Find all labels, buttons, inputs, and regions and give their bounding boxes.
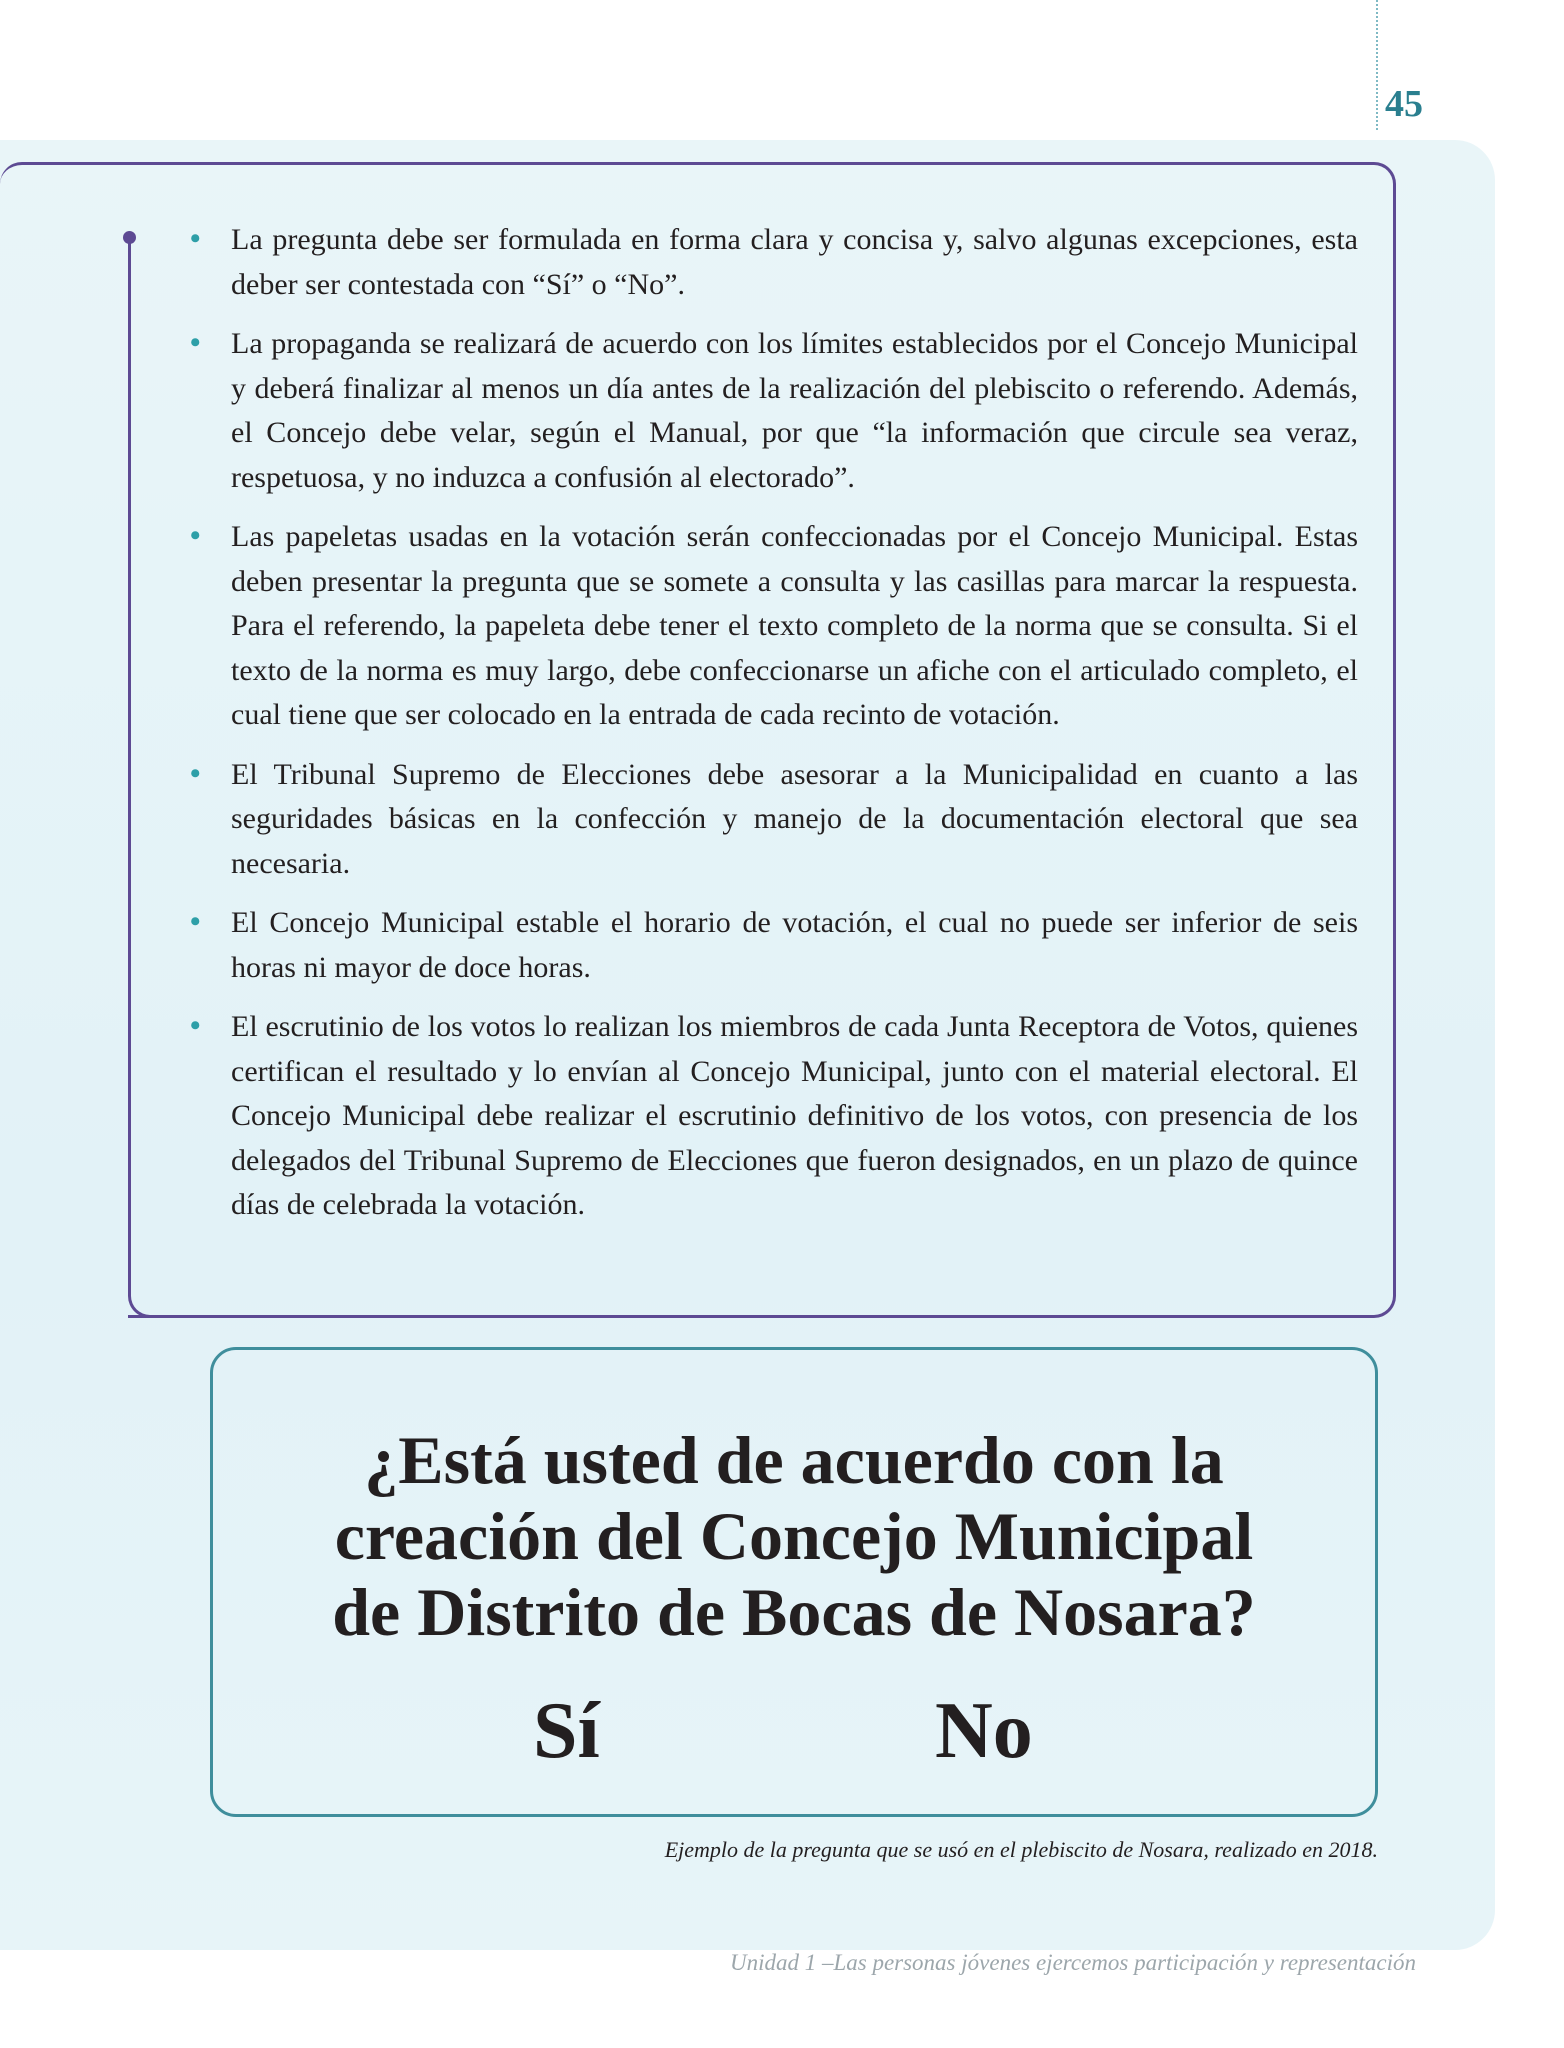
- rule-item: • La pregunta debe ser formulada en forma clara y concisa y, salvo algunas excepciones, esta deber ser contestada con “Sí” o “No”.: [190, 218, 1358, 307]
- rule-item: • El Tribunal Supremo de Elecciones debe asesorar a la Municipalidad en cuanto a las seguridades básicas en la confección y manejo de la documentación electoral que sea necesaria.: [190, 753, 1358, 887]
- page-footer: Unidad 1 –Las personas jóvenes ejercemos participación y representación: [729, 1950, 1416, 1975]
- ballot-example: [210, 1347, 1378, 1817]
- bracket-dot-icon: [123, 231, 136, 244]
- page-number-divider: [1376, 0, 1378, 130]
- ballot-option-yes: Sí: [533, 1687, 600, 1775]
- rules-list: [190, 218, 1358, 1243]
- ballot-question-line: creación del Concejo Municipal: [334, 1498, 1254, 1574]
- ballot-caption: Ejemplo de la pregunta que se usó en el plebiscito de Nosara, realizado en 2018.: [664, 1837, 1378, 1862]
- rules-box-left-bracket: [128, 234, 152, 1318]
- ballot-question: [213, 1422, 1375, 1650]
- ballot-question-line: ¿Está usted de acuerdo con la: [364, 1422, 1224, 1498]
- page-number: 45: [1385, 83, 1423, 125]
- ballot-option-no: No: [935, 1687, 1033, 1775]
- rule-item: • El escrutinio de los votos lo realizan los miembros de cada Junta Receptora de Votos, quienes certifican el resultado y lo envían al Concejo Municipal, junto con el material electoral. El Concejo Municipal debe realizar el escrutinio definitivo de los votos, con presencia de los delegados del Tribunal Supremo de Elecciones que fueron designados, en un plazo de quince días de celebrada la votación.: [190, 1005, 1358, 1228]
- rule-item: • Las papeletas usadas en la votación serán confeccionadas por el Concejo Municipal. Estas deben presentar la pregunta que se somete a consulta y las casillas para marcar la respuesta. Para el referendo, la papeleta debe tener el texto completo de la norma que se consulta. Si el texto de la norma es muy largo, debe confeccionarse un afiche con el articulado completo, el cual tiene que ser colocado en la entrada de cada recinto de votación.: [190, 515, 1358, 738]
- rule-item: • La propaganda se realizará de acuerdo con los límites establecidos por el Concejo Municipal y deberá finalizar al menos un día antes de la realización del plebiscito o referendo. Además, el Concejo debe velar, según el Manual, por que “la información que circule sea veraz, respetuosa, y no induzca a confusión al electorado”.: [190, 322, 1358, 500]
- ballot-question-line: de Distrito de Bocas de Nosara?: [332, 1574, 1256, 1650]
- rule-item: • El Concejo Municipal estable el horario de votación, el cual no puede ser inferior de seis horas ni mayor de doce horas.: [190, 901, 1358, 990]
- rules-box-top-border: [0, 162, 140, 192]
